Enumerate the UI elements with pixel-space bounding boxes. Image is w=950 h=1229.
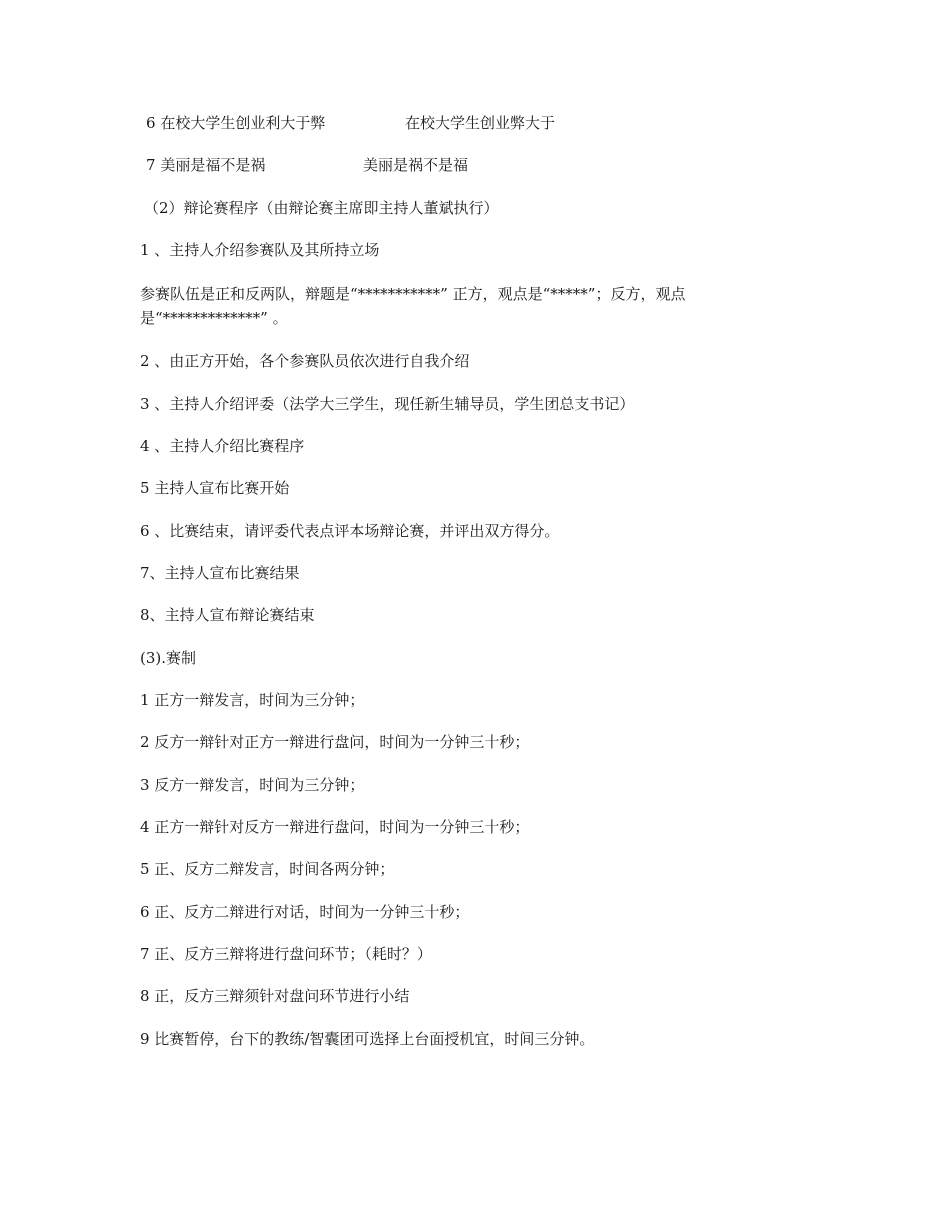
- topic-pro-side: 美丽是福不是祸: [160, 156, 266, 174]
- list-item: 3 、主持人介绍评委（法学大三学生，现任新生辅导员，学生团总支书记）: [140, 395, 635, 413]
- list-item: 2 反方一辩针对正方一辩进行盘问，时间为一分钟三十秒；: [140, 733, 530, 751]
- topic-row: [146, 154, 469, 176]
- list-item: 3 反方一辩发言，时间为三分钟；: [140, 776, 365, 794]
- list-item: 1 、主持人介绍参赛队及其所持立场: [140, 241, 380, 259]
- topic-number: 6: [146, 114, 156, 132]
- list-item: 4 正方一辩针对反方一辩进行盘问，时间为一分钟三十秒；: [140, 818, 530, 836]
- topic-pro-side: 在校大学生创业利大于弊: [160, 114, 326, 132]
- topic-number: 7: [146, 156, 156, 174]
- list-item: 6 、比赛结束，请评委代表点评本场辩论赛，并评出双方得分。: [140, 522, 560, 540]
- section-heading: (3).赛制: [140, 649, 197, 667]
- list-item: 8 正，反方三辩须针对盘问环节进行小结: [140, 987, 410, 1005]
- list-item: 6 正、反方二辩进行对话，时间为一分钟三十秒；: [140, 903, 470, 921]
- topic-row: [146, 112, 556, 134]
- list-item: 5 正、反方二辩发言，时间各两分钟；: [140, 860, 395, 878]
- section-heading: （2）辩论赛程序（由辩论赛主席即主持人董斌执行）: [144, 199, 499, 217]
- list-item: 9 比赛暂停，台下的教练/智囊团可选择上台面授机宜，时间三分钟。: [140, 1030, 595, 1048]
- list-item: 2 、由正方开始，各个参赛队员依次进行自我介绍: [140, 352, 470, 370]
- list-item: 4 、主持人介绍比赛程序: [140, 437, 305, 455]
- list-item: 1 正方一辩发言，时间为三分钟；: [140, 691, 365, 709]
- list-item: 5 主持人宣布比赛开始: [140, 479, 290, 497]
- topic-con-side: 美丽是祸不是福: [363, 156, 469, 174]
- list-item: 8、主持人宣布辩论赛结束: [140, 606, 315, 624]
- list-item: 7 正、反方三辩将进行盘问环节；（耗时？）: [140, 945, 432, 963]
- paragraph: 参赛队伍是正和反两队，辩题是“***********” 正方，观点是“*****”；反方，观点是“*************” 。: [140, 285, 686, 327]
- topic-con-side: 在校大学生创业弊大于: [405, 114, 556, 132]
- list-item: 7、主持人宣布比赛结果: [140, 564, 300, 582]
